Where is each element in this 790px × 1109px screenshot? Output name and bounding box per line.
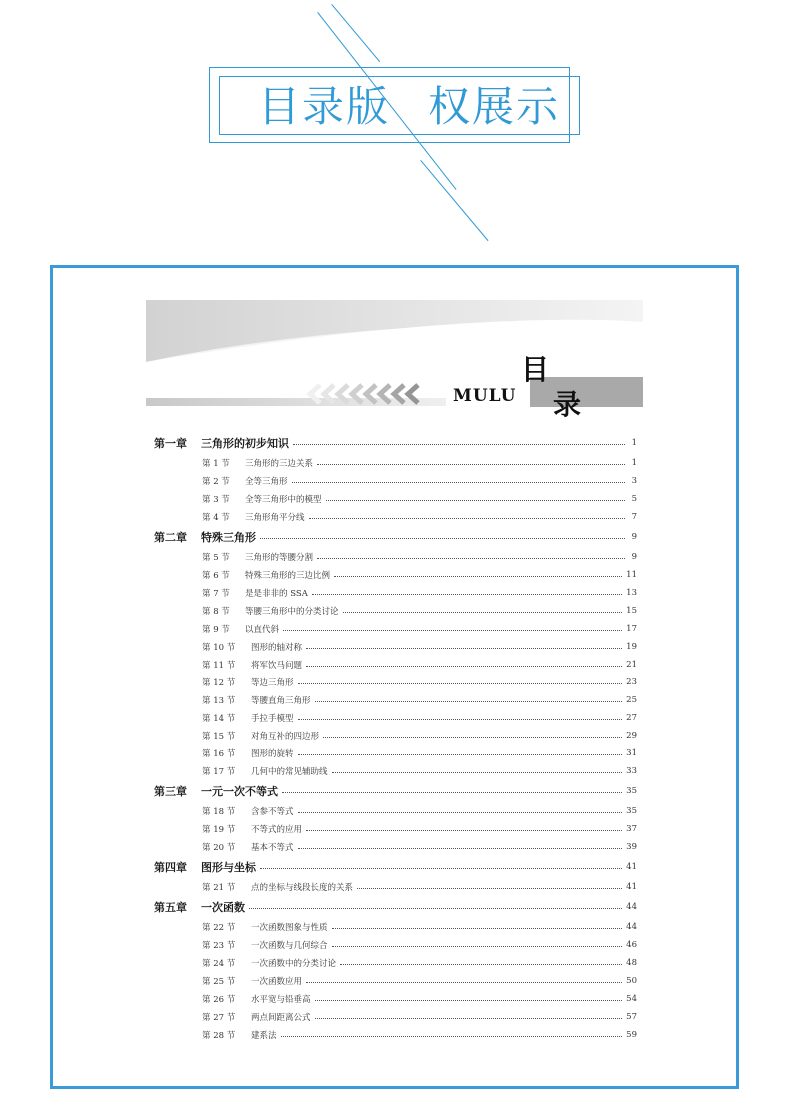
section-title: 图形的旋转 bbox=[251, 749, 294, 759]
section-title: 建系法 bbox=[251, 1031, 277, 1041]
dot-leader bbox=[298, 683, 623, 684]
section-number: 第 15 节 bbox=[202, 732, 236, 742]
chapter-title: 特殊三角形 bbox=[201, 531, 256, 544]
dot-leader bbox=[315, 1018, 623, 1019]
section-title: 特殊三角形的三边比例 bbox=[245, 571, 331, 581]
chapter-page-number: 1 bbox=[631, 438, 637, 448]
section-title: 手拉手模型 bbox=[251, 714, 294, 724]
toc-section-row[interactable] bbox=[202, 474, 637, 488]
section-page-number: 19 bbox=[626, 642, 637, 652]
dot-leader bbox=[334, 576, 622, 577]
section-title: 以直代斜 bbox=[245, 625, 280, 635]
toc-chapter-row[interactable] bbox=[154, 783, 637, 799]
toc-section-row[interactable] bbox=[202, 711, 637, 725]
section-title: 等腰直角三角形 bbox=[251, 696, 311, 706]
section-title: 将军饮马问题 bbox=[251, 661, 303, 671]
section-title: 不等式的应用 bbox=[251, 825, 303, 835]
section-title: 是是非非的 SSA bbox=[245, 589, 308, 599]
dot-leader bbox=[298, 719, 623, 720]
section-number: 第 13 节 bbox=[202, 696, 236, 706]
section-number: 第 21 节 bbox=[202, 883, 236, 893]
toc-section-row[interactable] bbox=[202, 764, 637, 778]
dot-leader bbox=[260, 538, 625, 539]
section-page-number: 17 bbox=[626, 624, 637, 634]
section-number: 第 12 节 bbox=[202, 678, 236, 688]
section-title: 基本不等式 bbox=[251, 843, 294, 853]
section-page-number: 25 bbox=[626, 695, 637, 705]
toc-section-row[interactable] bbox=[202, 586, 637, 600]
section-number: 第 23 节 bbox=[202, 941, 236, 951]
toc-section-row[interactable] bbox=[202, 658, 637, 672]
dot-leader bbox=[332, 928, 623, 929]
section-page-number: 11 bbox=[626, 570, 637, 580]
section-title: 全等三角形中的模型 bbox=[245, 495, 322, 505]
toc-section-row[interactable] bbox=[202, 510, 637, 524]
section-page-number: 35 bbox=[626, 806, 637, 816]
toc-chapter-row[interactable] bbox=[154, 529, 637, 545]
toc-section-row[interactable] bbox=[202, 746, 637, 760]
section-page-number: 31 bbox=[626, 748, 637, 758]
section-title: 三角形的三边关系 bbox=[245, 459, 314, 469]
dot-leader bbox=[292, 482, 625, 483]
section-page-number: 9 bbox=[631, 552, 637, 562]
toc-section-row[interactable] bbox=[202, 604, 637, 618]
dot-leader bbox=[317, 558, 625, 559]
section-page-number: 44 bbox=[626, 922, 637, 932]
section-title: 一次函数应用 bbox=[251, 977, 303, 987]
dot-leader bbox=[306, 648, 622, 649]
section-title: 对角互补的四边形 bbox=[251, 732, 320, 742]
chapter-page-number: 35 bbox=[626, 786, 637, 796]
section-number: 第 18 节 bbox=[202, 807, 236, 817]
dot-leader bbox=[326, 500, 625, 501]
dot-leader bbox=[312, 594, 622, 595]
section-page-number: 3 bbox=[631, 476, 637, 486]
dot-leader bbox=[249, 908, 622, 909]
dot-leader bbox=[332, 772, 623, 773]
section-number: 第 7 节 bbox=[202, 589, 230, 599]
section-page-number: 1 bbox=[631, 458, 637, 468]
toc-section-row[interactable] bbox=[202, 568, 637, 582]
toc-section-row[interactable] bbox=[202, 1028, 637, 1042]
toc-chapter-row[interactable] bbox=[154, 899, 637, 915]
section-number: 第 19 节 bbox=[202, 825, 236, 835]
section-number: 第 28 节 bbox=[202, 1031, 236, 1041]
section-number: 第 4 节 bbox=[202, 513, 230, 523]
dot-leader bbox=[293, 444, 625, 445]
dot-leader bbox=[281, 1036, 623, 1037]
section-number: 第 27 节 bbox=[202, 1013, 236, 1023]
section-title: 等边三角形 bbox=[251, 678, 294, 688]
mulu-char-2: 录 bbox=[553, 388, 582, 421]
chapter-page-number: 41 bbox=[626, 862, 637, 872]
chapter-page-number: 44 bbox=[626, 902, 637, 912]
section-page-number: 39 bbox=[626, 842, 637, 852]
chapter-title: 一元一次不等式 bbox=[201, 785, 278, 798]
section-page-number: 41 bbox=[626, 882, 637, 892]
chapter-number: 第四章 bbox=[154, 861, 187, 874]
section-title: 水平宽与铅垂高 bbox=[251, 995, 311, 1005]
mulu-latin-label: MULU bbox=[453, 386, 517, 406]
dot-leader bbox=[332, 946, 623, 947]
section-page-number: 21 bbox=[626, 660, 637, 670]
section-page-number: 46 bbox=[626, 940, 637, 950]
section-number: 第 22 节 bbox=[202, 923, 236, 933]
section-page-number: 7 bbox=[631, 512, 637, 522]
dot-leader bbox=[282, 792, 622, 793]
dot-leader bbox=[309, 518, 625, 519]
section-page-number: 27 bbox=[626, 713, 637, 723]
toc-section-row[interactable] bbox=[202, 804, 637, 818]
section-page-number: 37 bbox=[626, 824, 637, 834]
dot-leader bbox=[283, 630, 622, 631]
section-page-number: 57 bbox=[626, 1012, 637, 1022]
section-title: 两点间距离公式 bbox=[251, 1013, 311, 1023]
chapter-title: 一次函数 bbox=[201, 901, 245, 914]
dot-leader bbox=[260, 868, 622, 869]
section-number: 第 26 节 bbox=[202, 995, 236, 1005]
dot-leader bbox=[343, 612, 623, 613]
section-title: 全等三角形 bbox=[245, 477, 288, 487]
section-page-number: 50 bbox=[626, 976, 637, 986]
section-number: 第 1 节 bbox=[202, 459, 230, 469]
toc-section-row[interactable] bbox=[202, 492, 637, 506]
section-number: 第 24 节 bbox=[202, 959, 236, 969]
dot-leader bbox=[323, 737, 622, 738]
dot-leader bbox=[306, 982, 622, 983]
chapter-number: 第三章 bbox=[154, 785, 187, 798]
section-page-number: 15 bbox=[626, 606, 637, 616]
section-number: 第 8 节 bbox=[202, 607, 230, 617]
toc-section-row[interactable] bbox=[202, 840, 637, 854]
section-title: 一次函数与几何综合 bbox=[251, 941, 328, 951]
toc-section-row[interactable] bbox=[202, 622, 637, 636]
toc-section-row[interactable] bbox=[202, 880, 637, 894]
section-number: 第 2 节 bbox=[202, 477, 230, 487]
dot-leader bbox=[357, 888, 622, 889]
toc-chapter-row[interactable] bbox=[154, 435, 637, 451]
toc-section-row[interactable] bbox=[202, 456, 637, 470]
section-page-number: 33 bbox=[626, 766, 637, 776]
section-number: 第 9 节 bbox=[202, 625, 230, 635]
section-title: 点的坐标与线段长度的关系 bbox=[251, 883, 354, 893]
dot-leader bbox=[315, 701, 623, 702]
toc-section-row[interactable] bbox=[202, 974, 637, 988]
toc-section-row[interactable] bbox=[202, 992, 637, 1006]
dot-leader bbox=[306, 666, 622, 667]
dot-leader bbox=[315, 1000, 623, 1001]
chapter-number: 第二章 bbox=[154, 531, 187, 544]
mulu-char-1: 目 bbox=[521, 353, 550, 386]
section-page-number: 54 bbox=[626, 994, 637, 1004]
dot-leader bbox=[298, 754, 623, 755]
section-number: 第 3 节 bbox=[202, 495, 230, 505]
chapter-title: 图形与坐标 bbox=[201, 861, 256, 874]
section-page-number: 5 bbox=[631, 494, 637, 504]
section-number: 第 14 节 bbox=[202, 714, 236, 724]
banner-title-part2: 权展示 bbox=[428, 82, 561, 131]
section-page-number: 13 bbox=[626, 588, 637, 598]
toc-section-row[interactable] bbox=[202, 550, 637, 564]
dot-leader bbox=[317, 464, 625, 465]
chapter-title: 三角形的初步知识 bbox=[201, 437, 289, 450]
toc-section-row[interactable] bbox=[202, 675, 637, 689]
toc-section-row[interactable] bbox=[202, 956, 637, 970]
section-title: 一次函数中的分类讨论 bbox=[251, 959, 337, 969]
toc-section-row[interactable] bbox=[202, 938, 637, 952]
toc-section-row[interactable] bbox=[202, 693, 637, 707]
dot-leader bbox=[298, 848, 623, 849]
section-page-number: 23 bbox=[626, 677, 637, 687]
banner-title-part1: 目录版 bbox=[258, 82, 391, 131]
chapter-number: 第一章 bbox=[154, 437, 187, 450]
section-number: 第 17 节 bbox=[202, 767, 236, 777]
toc-section-row[interactable] bbox=[202, 640, 637, 654]
section-number: 第 11 节 bbox=[202, 661, 236, 671]
section-number: 第 16 节 bbox=[202, 749, 236, 759]
section-page-number: 29 bbox=[626, 731, 637, 741]
toc-section-row[interactable] bbox=[202, 822, 637, 836]
section-title: 一次函数图象与性质 bbox=[251, 923, 328, 933]
section-number: 第 5 节 bbox=[202, 553, 230, 563]
section-number: 第 25 节 bbox=[202, 977, 236, 987]
section-number: 第 20 节 bbox=[202, 843, 236, 853]
section-page-number: 48 bbox=[626, 958, 637, 968]
toc-chapter-row[interactable] bbox=[154, 859, 637, 875]
section-title: 几何中的常见辅助线 bbox=[251, 767, 328, 777]
section-title: 三角形的等腰分割 bbox=[245, 553, 314, 563]
chapter-number: 第五章 bbox=[154, 901, 187, 914]
section-number: 第 6 节 bbox=[202, 571, 230, 581]
section-title: 三角形角平分线 bbox=[245, 513, 305, 523]
toc-section-row[interactable] bbox=[202, 1010, 637, 1024]
toc-section-row[interactable] bbox=[202, 729, 637, 743]
section-title: 等腰三角形中的分类讨论 bbox=[245, 607, 339, 617]
section-title: 含参不等式 bbox=[251, 807, 294, 817]
toc-section-row[interactable] bbox=[202, 920, 637, 934]
section-number: 第 10 节 bbox=[202, 643, 236, 653]
chapter-page-number: 9 bbox=[631, 532, 637, 542]
section-title: 图形的轴对称 bbox=[251, 643, 303, 653]
dot-leader bbox=[340, 964, 622, 965]
dot-leader bbox=[298, 812, 623, 813]
section-page-number: 59 bbox=[626, 1030, 637, 1040]
dot-leader bbox=[306, 830, 622, 831]
